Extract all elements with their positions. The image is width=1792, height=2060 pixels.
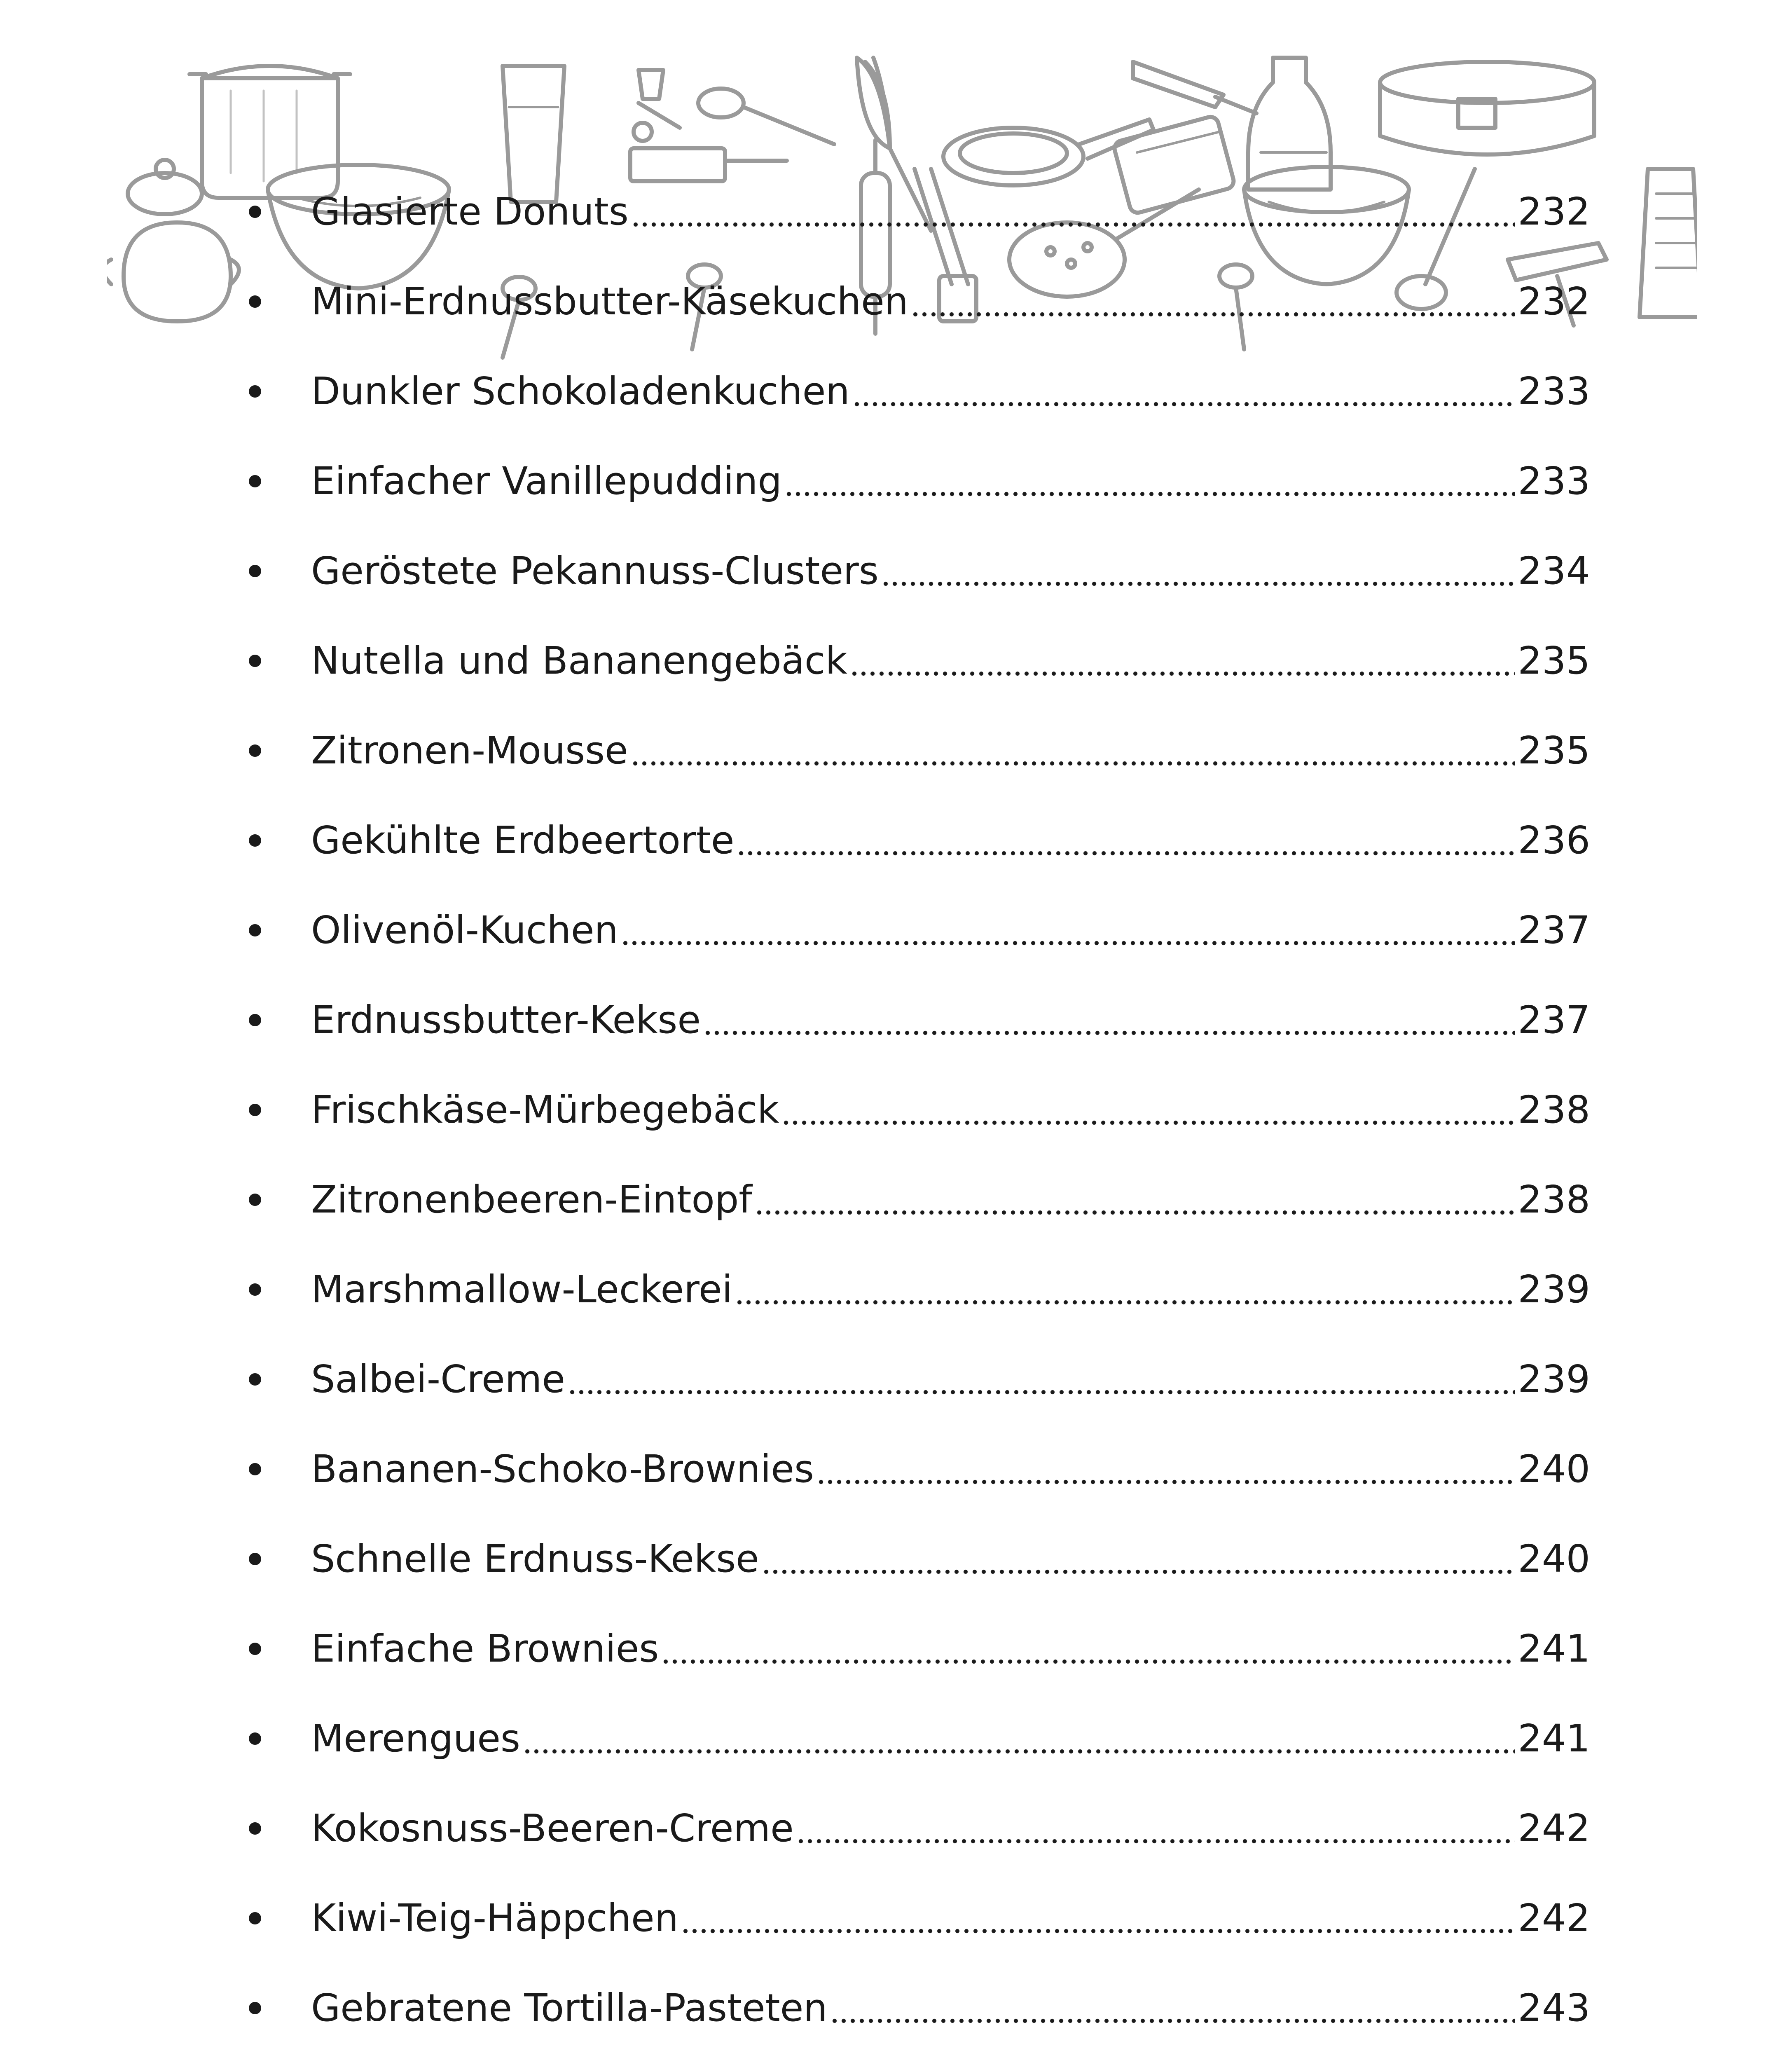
bullet-icon	[249, 744, 261, 757]
toc-entry-title: Gebratene Tortilla-Pasteten	[311, 1986, 828, 2030]
toc-entry-body	[311, 706, 1590, 796]
toc-entry-body	[311, 346, 1590, 436]
toc-entry[interactable]	[231, 1334, 1590, 1424]
toc-entry[interactable]	[231, 1065, 1590, 1155]
toc-entry-page-number: 240	[1518, 1537, 1590, 1581]
kitchen-tool-icon	[634, 70, 680, 141]
toc-entry-title: Gekühlte Erdbeertorte	[311, 818, 735, 862]
toc-entry-body	[311, 1334, 1590, 1424]
toc-entry[interactable]	[231, 1784, 1590, 1873]
toc-entry-body	[311, 1784, 1590, 1873]
dot-leader	[781, 1091, 1515, 1129]
bullet-icon	[249, 1283, 261, 1296]
dot-leader	[816, 1450, 1515, 1488]
toc-entry-page-number: 241	[1518, 1627, 1590, 1671]
toc-entry-body	[311, 1245, 1590, 1334]
toc-entry-title: Frischkäse-Mürbegebäck	[311, 1088, 779, 1132]
dot-leader	[681, 1899, 1515, 1937]
toc-entry-page-number: 238	[1518, 1088, 1590, 1132]
dot-leader	[621, 911, 1516, 949]
toc-entry-page-number: 233	[1518, 459, 1590, 503]
dot-leader	[830, 1989, 1516, 2027]
dot-leader	[661, 1630, 1515, 1668]
bullet-icon	[249, 385, 261, 398]
toc-entry[interactable]	[231, 1873, 1590, 1963]
toc-entry-page-number: 235	[1518, 728, 1590, 772]
toc-entry-title: Schnelle Erdnuss-Kekse	[311, 1537, 759, 1581]
dot-leader	[850, 642, 1516, 680]
toc-entry-title: Glasierte Donuts	[311, 190, 629, 234]
toc-entry[interactable]	[231, 436, 1590, 526]
dot-leader	[737, 822, 1515, 859]
toc-entry-title: Einfache Brownies	[311, 1627, 659, 1671]
toc-entry-page-number: 242	[1518, 1896, 1590, 1940]
toc-entry-body	[311, 1155, 1590, 1245]
bullet-icon	[249, 475, 261, 487]
bullet-icon	[249, 2002, 261, 2014]
toc-entry-title: Mini-Erdnussbutter-Käsekuchen	[311, 279, 908, 323]
toc-entry-body	[311, 1963, 1590, 2053]
bullet-icon	[249, 924, 261, 936]
toc-entry-body	[311, 1424, 1590, 1514]
toc-entry-title: Kokosnuss-Beeren-Creme	[311, 1806, 794, 1850]
table-of-contents	[231, 167, 1590, 2060]
bullet-icon	[249, 834, 261, 847]
bullet-icon	[249, 1194, 261, 1206]
toc-entry-body	[311, 257, 1590, 346]
toc-entry-body	[311, 2053, 1590, 2060]
toc-entry-page-number: 237	[1518, 998, 1590, 1042]
toc-entry-body	[311, 975, 1590, 1065]
toc-entry-page-number: 235	[1518, 639, 1590, 683]
bullet-icon	[249, 1732, 261, 1745]
toc-entry[interactable]	[231, 1694, 1590, 1784]
toc-entry-title: Dunkler Schokoladenkuchen	[311, 369, 850, 413]
toc-entry-title: Kiwi-Teig-Häppchen	[311, 1896, 678, 1940]
toc-entry-title: Marshmallow-Leckerei	[311, 1267, 733, 1311]
toc-entry-body	[311, 1873, 1590, 1963]
bullet-icon	[249, 1463, 261, 1475]
toc-entry-title: Salbei-Creme	[311, 1357, 565, 1401]
toc-entry-body	[311, 616, 1590, 706]
toc-entry[interactable]	[231, 1245, 1590, 1334]
toc-entry-page-number: 237	[1518, 908, 1590, 952]
dot-leader	[755, 1181, 1516, 1219]
toc-entry-page-number: 243	[1518, 1986, 1590, 2030]
toc-entry-title: Geröstete Pekannuss-Clusters	[311, 549, 879, 593]
toc-entry-body	[311, 167, 1590, 257]
toc-entry-body	[311, 1694, 1590, 1784]
dot-leader	[568, 1360, 1515, 1398]
toc-entry-body	[311, 885, 1590, 975]
toc-entry[interactable]	[231, 975, 1590, 1065]
toc-entry-page-number: 236	[1518, 818, 1590, 862]
dot-leader	[911, 283, 1515, 321]
toc-entry[interactable]	[231, 1604, 1590, 1694]
bullet-icon	[249, 1643, 261, 1655]
toc-entry-body	[311, 1065, 1590, 1155]
dot-leader	[881, 552, 1516, 590]
toc-entry-body	[311, 526, 1590, 616]
toc-entry[interactable]	[231, 526, 1590, 616]
toc-entry-body	[311, 1604, 1590, 1694]
bullet-icon	[249, 1373, 261, 1386]
cake-ring-icon	[1380, 62, 1594, 154]
bullet-icon	[249, 206, 261, 218]
bullet-icon	[249, 565, 261, 577]
toc-entry-page-number: 234	[1518, 549, 1590, 593]
toc-entry[interactable]	[231, 1424, 1590, 1514]
toc-entry-title: Erdnussbutter-Kekse	[311, 998, 701, 1042]
toc-entry[interactable]	[231, 346, 1590, 436]
toc-entry-page-number: 238	[1518, 1177, 1590, 1222]
bullet-icon	[249, 1553, 261, 1565]
toc-entry[interactable]	[231, 2053, 1590, 2060]
toc-entry-page-number: 241	[1518, 1716, 1590, 1760]
dot-leader	[703, 1001, 1515, 1039]
spoon-icon	[698, 89, 834, 144]
toc-entry[interactable]	[231, 1963, 1590, 2053]
toc-entry[interactable]	[231, 167, 1590, 257]
toc-entry-page-number: 232	[1518, 190, 1590, 234]
toc-entry[interactable]	[231, 796, 1590, 885]
toc-entry[interactable]	[231, 1155, 1590, 1245]
toc-entry-body	[311, 796, 1590, 885]
toc-entry-page-number: 233	[1518, 369, 1590, 413]
toc-entry-title: Zitronenbeeren-Eintopf	[311, 1177, 752, 1222]
dot-leader	[784, 462, 1516, 500]
toc-entry-title: Bananen-Schoko-Brownies	[311, 1447, 814, 1491]
bullet-icon	[249, 1822, 261, 1835]
dot-leader	[523, 1720, 1515, 1758]
toc-entry-title: Nutella und Bananengebäck	[311, 639, 847, 683]
toc-entry[interactable]	[231, 1514, 1590, 1604]
toc-entry-page-number: 239	[1518, 1357, 1590, 1401]
knife-icon	[1133, 62, 1256, 113]
toc-entry[interactable]	[231, 885, 1590, 975]
dot-leader	[796, 1810, 1516, 1847]
toc-entry-body	[311, 436, 1590, 526]
toc-entry-title: Einfacher Vanillepudding	[311, 459, 782, 503]
dot-leader	[735, 1271, 1515, 1309]
toc-entry[interactable]	[231, 706, 1590, 796]
bullet-icon	[249, 295, 261, 308]
toc-entry-page-number: 232	[1518, 279, 1590, 323]
teapot-icon	[107, 160, 239, 321]
toc-entry[interactable]	[231, 616, 1590, 706]
dot-leader	[762, 1540, 1516, 1578]
toc-entry-page-number: 239	[1518, 1267, 1590, 1311]
toc-entry-title: Merengues	[311, 1716, 520, 1760]
toc-entry-page-number: 240	[1518, 1447, 1590, 1491]
grater-icon	[1640, 169, 1697, 317]
toc-entry-body	[311, 1514, 1590, 1604]
bullet-icon	[249, 655, 261, 667]
toc-entry[interactable]	[231, 257, 1590, 346]
bullet-icon	[249, 1014, 261, 1026]
toc-entry-title: Zitronen-Mousse	[311, 728, 628, 772]
toc-entry-page-number: 242	[1518, 1806, 1590, 1850]
dot-leader	[631, 732, 1516, 770]
dot-leader	[852, 372, 1516, 410]
bullet-icon	[249, 1104, 261, 1116]
dot-leader	[631, 193, 1516, 231]
toc-entry-title: Olivenöl-Kuchen	[311, 908, 618, 952]
bullet-icon	[249, 1912, 261, 1924]
